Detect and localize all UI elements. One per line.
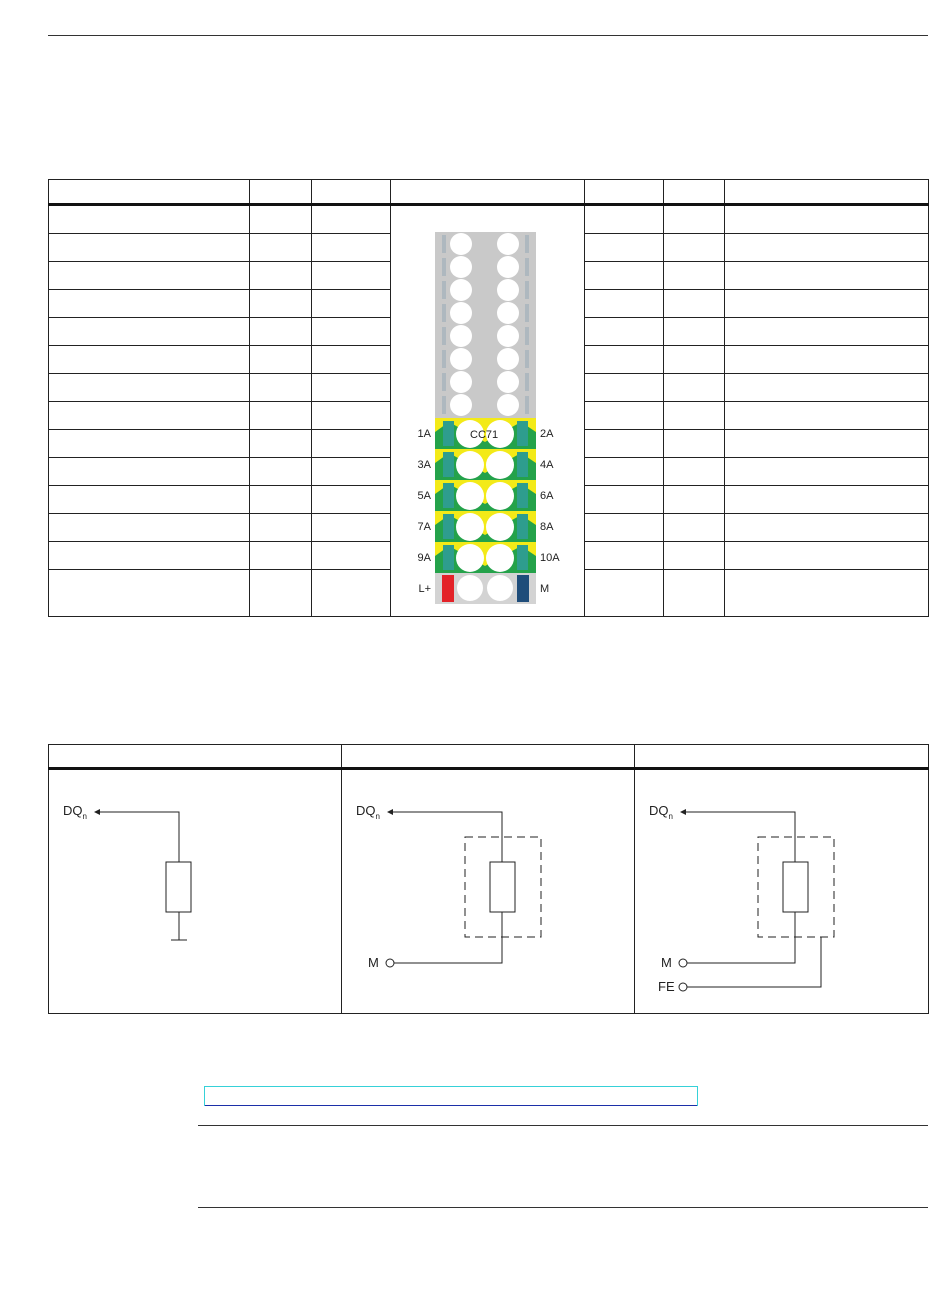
release-lever: [517, 483, 528, 508]
push-in-hole: [497, 371, 519, 393]
push-in-hole: [450, 302, 472, 324]
header-cell: [312, 180, 391, 205]
load-resistor: [783, 862, 808, 912]
spring-slot: [525, 235, 529, 253]
release-lever: [443, 545, 454, 570]
push-in-hole: [456, 513, 484, 541]
header-cell: [49, 745, 342, 769]
header-rule: [48, 35, 928, 36]
circuit-cell-1: [49, 769, 342, 1014]
table-header-row: [49, 180, 929, 205]
terminal-label-right: 2A: [540, 428, 554, 440]
terminal-housing: [435, 232, 536, 418]
header-cell: [49, 180, 250, 205]
spring-slot: [442, 373, 446, 391]
arrowhead: [387, 809, 393, 815]
m-label: M: [661, 955, 672, 970]
terminal-label-left: 1A: [417, 428, 431, 440]
terminal-label-left: 3A: [417, 459, 431, 471]
output-subscript: n: [668, 812, 673, 821]
m-wire: [687, 912, 795, 963]
spring-slot: [525, 281, 529, 299]
push-in-hole: [450, 325, 472, 347]
release-lever: [443, 421, 454, 446]
push-in-hole: [456, 544, 484, 572]
supply-hole: [457, 575, 483, 601]
svg-text:DQn: [649, 803, 673, 821]
load-resistor: [166, 862, 191, 912]
terminal-label-right: M: [540, 583, 550, 595]
note-bottom-rule: [198, 1207, 928, 1208]
push-in-hole: [486, 451, 514, 479]
load-resistor: [490, 862, 515, 912]
arrowhead: [94, 809, 100, 815]
m-wire: [394, 912, 502, 963]
push-in-hole: [486, 513, 514, 541]
output-label: DQ: [63, 803, 83, 818]
output-subscript: n: [82, 812, 87, 821]
push-in-hole: [497, 348, 519, 370]
spring-slot: [442, 235, 446, 253]
push-in-hole: [450, 348, 472, 370]
spring-slot: [442, 327, 446, 345]
header-cell: [635, 745, 929, 769]
circuit-shielded-m: [342, 770, 634, 1010]
terminal-label-left: 7A: [417, 521, 431, 533]
header-cell: [585, 180, 664, 205]
release-lever: [517, 421, 528, 446]
m-label: M: [368, 955, 379, 970]
release-lever: [517, 514, 528, 539]
push-in-hole: [450, 371, 472, 393]
terminal-label-right: 4A: [540, 459, 554, 471]
push-in-hole: [486, 482, 514, 510]
push-in-hole: [497, 233, 519, 255]
push-in-hole: [497, 256, 519, 278]
push-in-hole: [497, 279, 519, 301]
fe-terminal: [679, 983, 687, 991]
supply-hole: [487, 575, 513, 601]
circuit-cell-3: [635, 769, 929, 1014]
spring-slot: [442, 396, 446, 414]
release-lever: [443, 483, 454, 508]
output-label: DQ: [356, 803, 376, 818]
spring-slot: [442, 258, 446, 276]
terminal-label-left: 5A: [417, 490, 431, 502]
header-cell: [250, 180, 312, 205]
l-plus-marker: [442, 575, 454, 602]
header-cell: [725, 180, 929, 205]
svg-text:DQn: [356, 803, 380, 821]
terminal-label-right: 6A: [540, 490, 554, 502]
push-in-hole: [497, 325, 519, 347]
release-lever: [517, 545, 528, 570]
m-terminal: [679, 959, 687, 967]
push-in-hole: [486, 544, 514, 572]
header-cell: [391, 180, 585, 205]
push-in-hole: [456, 482, 484, 510]
spring-slot: [525, 327, 529, 345]
push-in-hole: [497, 394, 519, 416]
spring-slot: [442, 281, 446, 299]
module-label: CC71: [470, 429, 499, 441]
push-in-hole: [450, 394, 472, 416]
push-in-hole: [450, 233, 472, 255]
svg-text:DQn: [63, 803, 87, 821]
spring-slot: [525, 258, 529, 276]
circuit-shielded-m-fe: [635, 770, 927, 1010]
spring-slot: [442, 304, 446, 322]
release-lever: [443, 514, 454, 539]
spring-slot: [525, 304, 529, 322]
circuit-cell-2: [342, 769, 635, 1014]
output-subscript: n: [375, 812, 380, 821]
output-wire: [100, 812, 179, 862]
arrowhead: [680, 809, 686, 815]
push-in-hole: [497, 302, 519, 324]
push-in-hole: [456, 451, 484, 479]
push-in-hole: [450, 256, 472, 278]
m-terminal: [386, 959, 394, 967]
terminal-label-right: 10A: [540, 552, 560, 564]
header-cell: [664, 180, 725, 205]
spring-slot: [525, 373, 529, 391]
terminal-label-left: 9A: [417, 552, 431, 564]
header-cell: [342, 745, 635, 769]
release-lever: [443, 452, 454, 477]
m-marker: [517, 575, 529, 602]
table-row: [49, 769, 929, 1014]
terminal-label-left: L+: [418, 583, 431, 595]
fe-wire: [687, 937, 821, 987]
push-in-hole: [450, 279, 472, 301]
release-lever: [517, 452, 528, 477]
cross-reference-link[interactable]: [204, 1086, 698, 1106]
table-header-row: [49, 745, 929, 769]
spring-slot: [442, 350, 446, 368]
circuit-diagram-table: [48, 744, 929, 1014]
spring-slot: [525, 350, 529, 368]
terminal-label-right: 8A: [540, 521, 554, 533]
terminal-block-diagram: [391, 207, 584, 615]
link-underline: [205, 1105, 697, 1106]
note-top-rule: [198, 1125, 928, 1126]
spring-slot: [525, 396, 529, 414]
output-label: DQ: [649, 803, 669, 818]
fe-label: FE: [658, 979, 675, 994]
circuit-unshielded: [49, 770, 341, 1010]
